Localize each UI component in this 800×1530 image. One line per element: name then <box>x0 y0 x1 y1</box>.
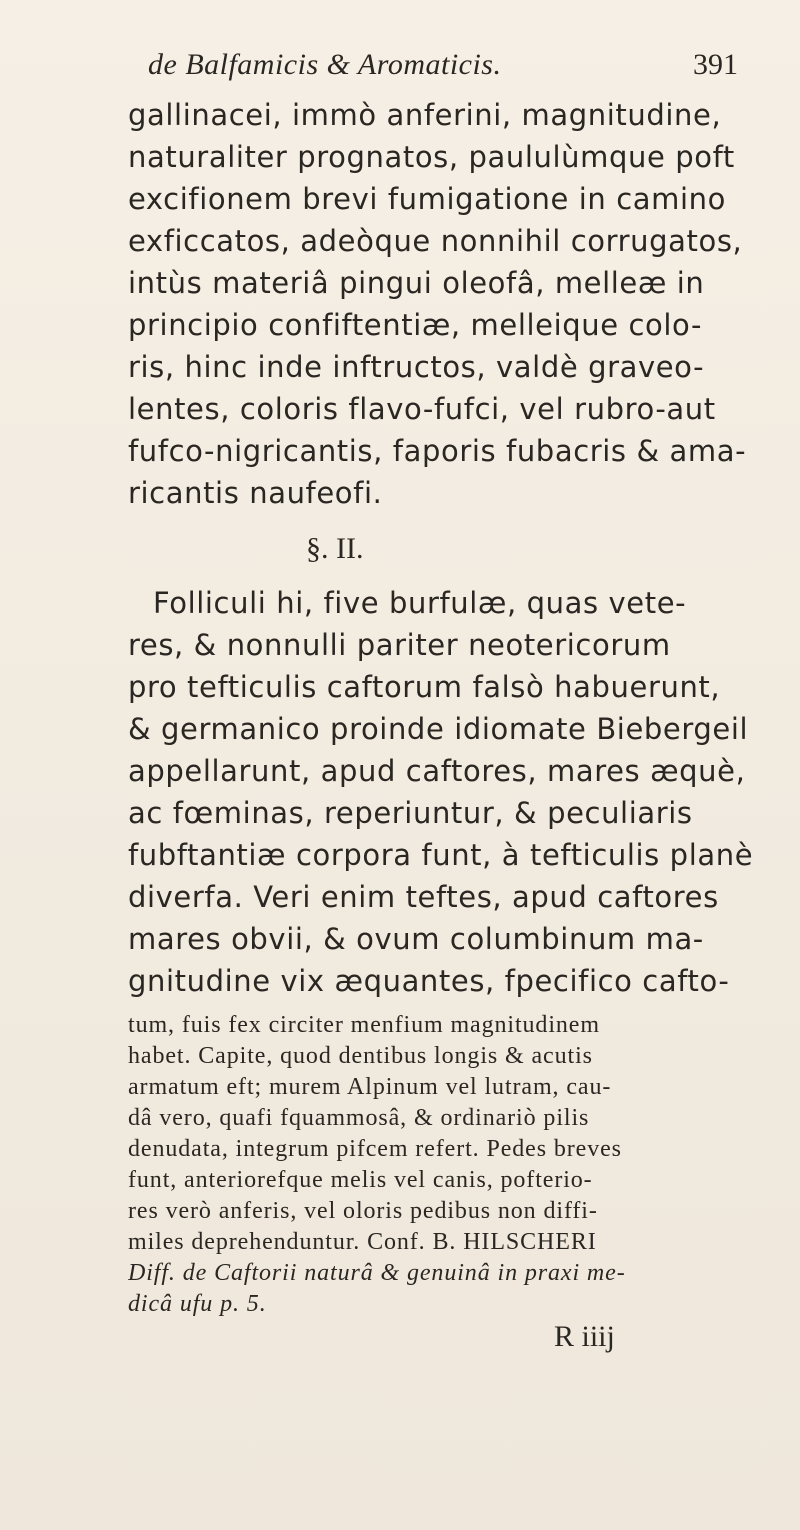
page-header <box>148 48 738 88</box>
note-line: res verò anferis, vel oloris pedibus non diffi- <box>128 1198 598 1224</box>
text-line: excifionem brevi fumigatione in camino <box>128 182 726 216</box>
text-line: diverfa. Veri enim teftes, apud caftores <box>128 880 719 914</box>
text-line: res, & nonnulli pariter neotericorum <box>128 628 671 662</box>
text-line: naturaliter prognatos, paululùmque poft <box>128 140 735 174</box>
note-line: tum, fuis fex circiter menfium magnitudinem <box>128 1012 600 1038</box>
text-line: gnitudine vix æquantes, fpecifico cafto- <box>128 964 730 998</box>
note-line: denudata, integrum pifcem refert. Pedes breves <box>128 1136 622 1162</box>
text-line: Folliculi hi, five burfulæ, quas vete- <box>153 586 687 620</box>
text-line: ac fœminas, reperiuntur, & peculiaris <box>128 796 693 830</box>
main-text <box>128 94 768 1002</box>
text-line: pro tefticulis caftorum falsò habuerunt, <box>128 670 721 704</box>
text-line: mares obvii, & ovum columbinum ma- <box>128 922 704 956</box>
note-line: armatum eft; murem Alpinum vel lutram, cau- <box>128 1074 612 1100</box>
text-line: appellarunt, apud caftores, mares æquè, <box>128 754 746 788</box>
section-heading: §. II. <box>306 532 364 565</box>
note-line: habet. Capite, quod dentibus longis & acutis <box>128 1043 593 1069</box>
page-number: 391 <box>693 48 738 81</box>
text-line: lentes, coloris flavo-fufci, vel rubro-aut <box>128 392 716 426</box>
text-line: fubftantiæ corpora funt, à tefticulis planè <box>128 838 754 872</box>
text-line: & germanico proinde idiomate Biebergeil <box>128 712 749 746</box>
footnote-block <box>128 1010 768 1320</box>
text-line: intùs materiâ pingui oleofâ, melleæ in <box>128 266 705 300</box>
text-line: gallinacei, immò anferini, magnitudine, <box>128 98 722 132</box>
text-line: fufco-nigricantis, faporis fubacris & ama- <box>128 434 747 468</box>
note-line: dâ vero, quafi fquammosâ, & ordinariò pilis <box>128 1105 590 1131</box>
text-line: ricantis naufeofi. <box>128 476 383 510</box>
note-line: miles deprehenduntur. Conf. B. HILSCHERI <box>128 1229 597 1255</box>
note-line: funt, anteriorefque melis vel canis, pofterio- <box>128 1167 593 1193</box>
text-line: exficcatos, adeòque nonnihil corrugatos, <box>128 224 743 258</box>
running-head: de Balfamicis & Aromaticis. <box>148 48 502 81</box>
signature-mark: R iiij <box>554 1320 615 1353</box>
text-line: ris, hinc inde inftructos, valdè graveo- <box>128 350 705 384</box>
text-line: principio confiftentiæ, melleique colo- <box>128 308 703 342</box>
note-line-citation: Diff. de Caftorii naturâ & genuinâ in praxi me- <box>128 1260 626 1286</box>
note-line-citation: dicâ ufu p. 5. <box>128 1291 267 1317</box>
